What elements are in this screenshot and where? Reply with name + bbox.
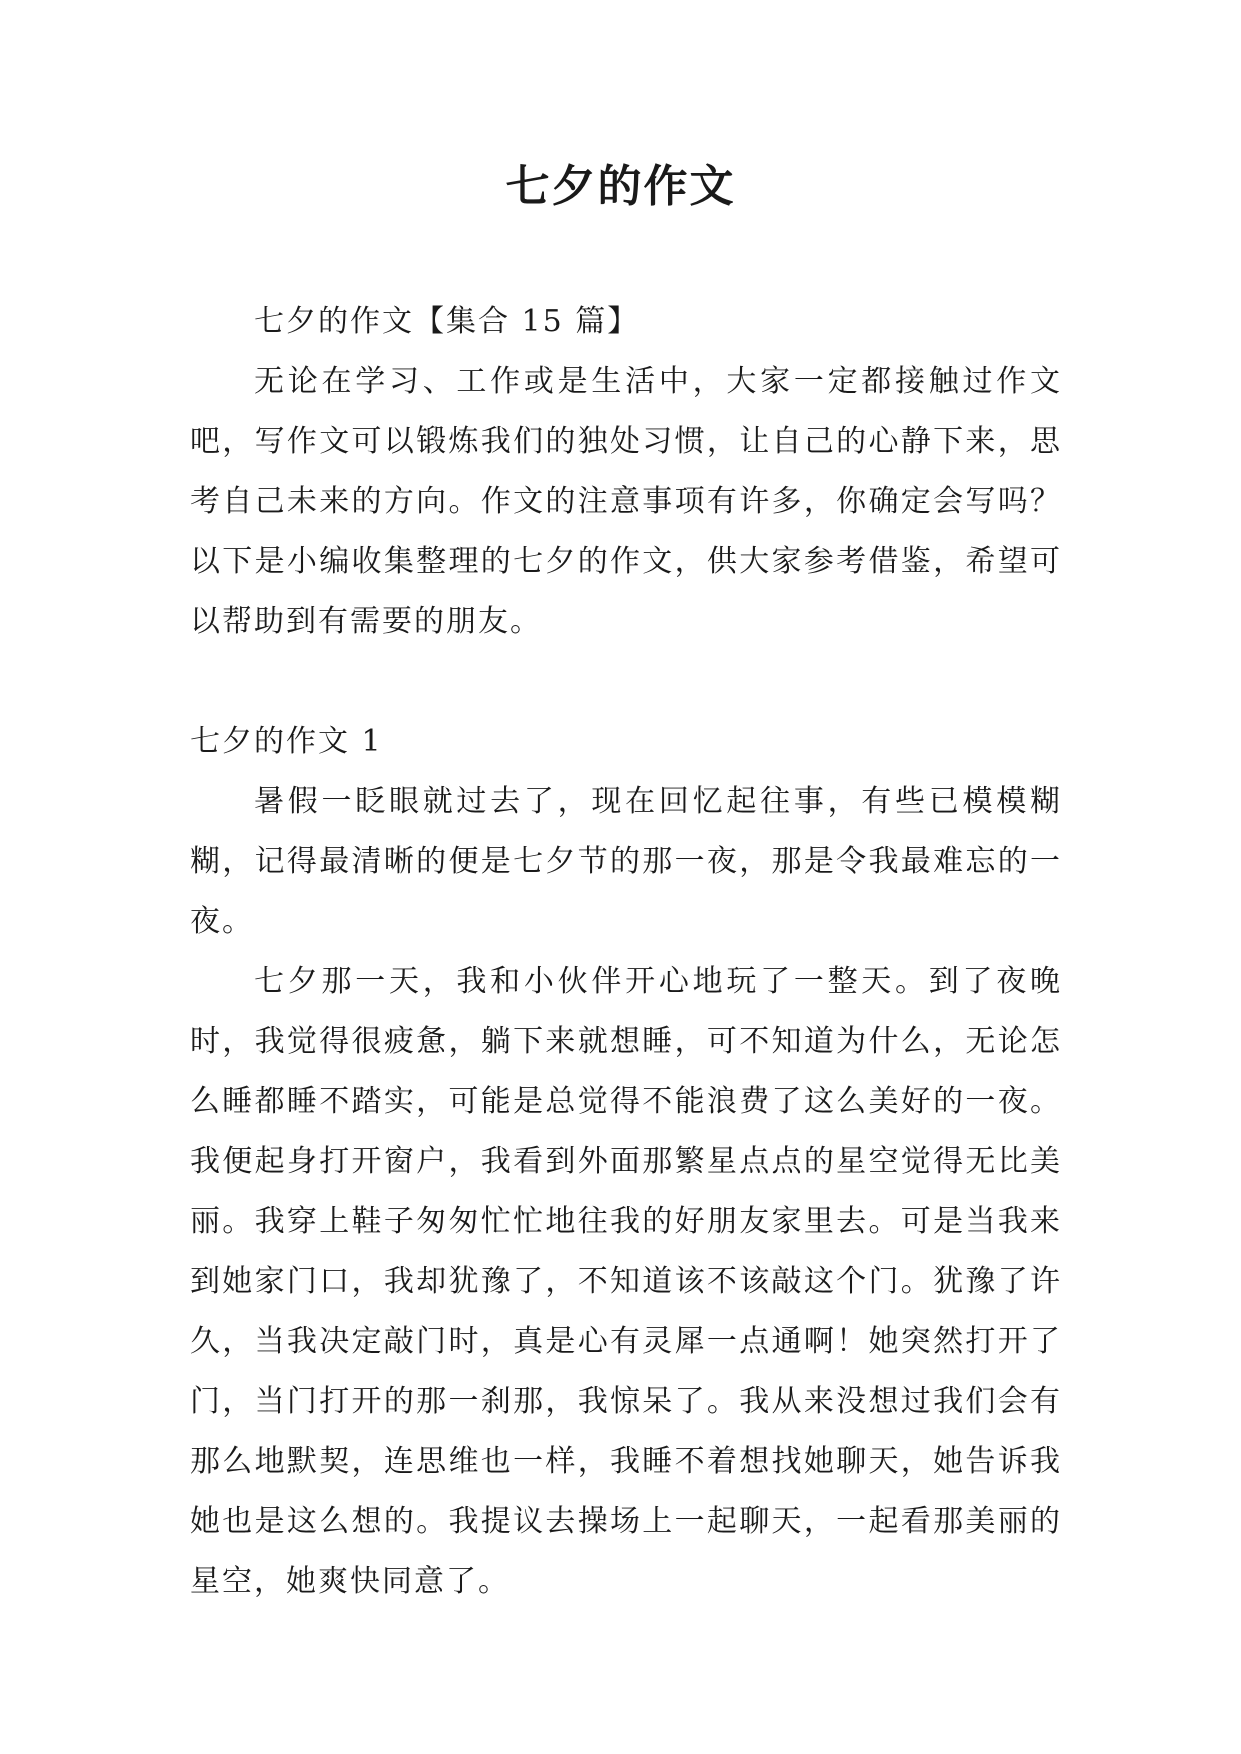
document-title: 七夕的作文 [505,161,736,212]
section-heading: 七夕的作文 1 [190,724,383,759]
document-body [190,292,1062,1612]
body-paragraph: 七夕那一天，我和小伙伴开心地玩了一整天。到了夜晚时，我觉得很疲惫，躺下来就想睡，可不知道为什么，无论怎么睡都睡不踏实，可能是总觉得不能浪费了这么美好的一夜。我便起身打开窗户，我看到外面那繁星点点的星空觉得无比美丽。我穿上鞋子匆匆忙忙地往我的好朋友家里去。可是当我来到她家门口，我却犹豫了，不知道该不该敲这个门。犹豫了许久，当我决定敲门时，真是心有灵犀一点通啊！她突然打开了门，当门打开的那一刹那，我惊呆了。我从来没想过我们会有那么地默契，连思维也一样，我睡不着想找她聊天，她告诉我她也是这么想的。我提议去操场上一起聊天，一起看那美丽的星空，她爽快同意了。 [190,964,1062,1599]
body-paragraph: 暑假一眨眼就过去了，现在回忆起往事，有些已模模糊糊，记得最清晰的便是七夕节的那一夜，那是令我最难忘的一夜。 [190,784,1062,939]
document-subtitle: 七夕的作文【集合 15 篇】 [254,304,640,339]
intro-paragraph: 无论在学习、工作或是生活中，大家一定都接触过作文吧，写作文可以锻炼我们的独处习惯，让自己的心静下来，思考自己未来的方向。作文的注意事项有许多，你确定会写吗？以下是小编收集整理的七夕的作文，供大家参考借鉴，希望可以帮助到有需要的朋友。 [190,364,1062,639]
